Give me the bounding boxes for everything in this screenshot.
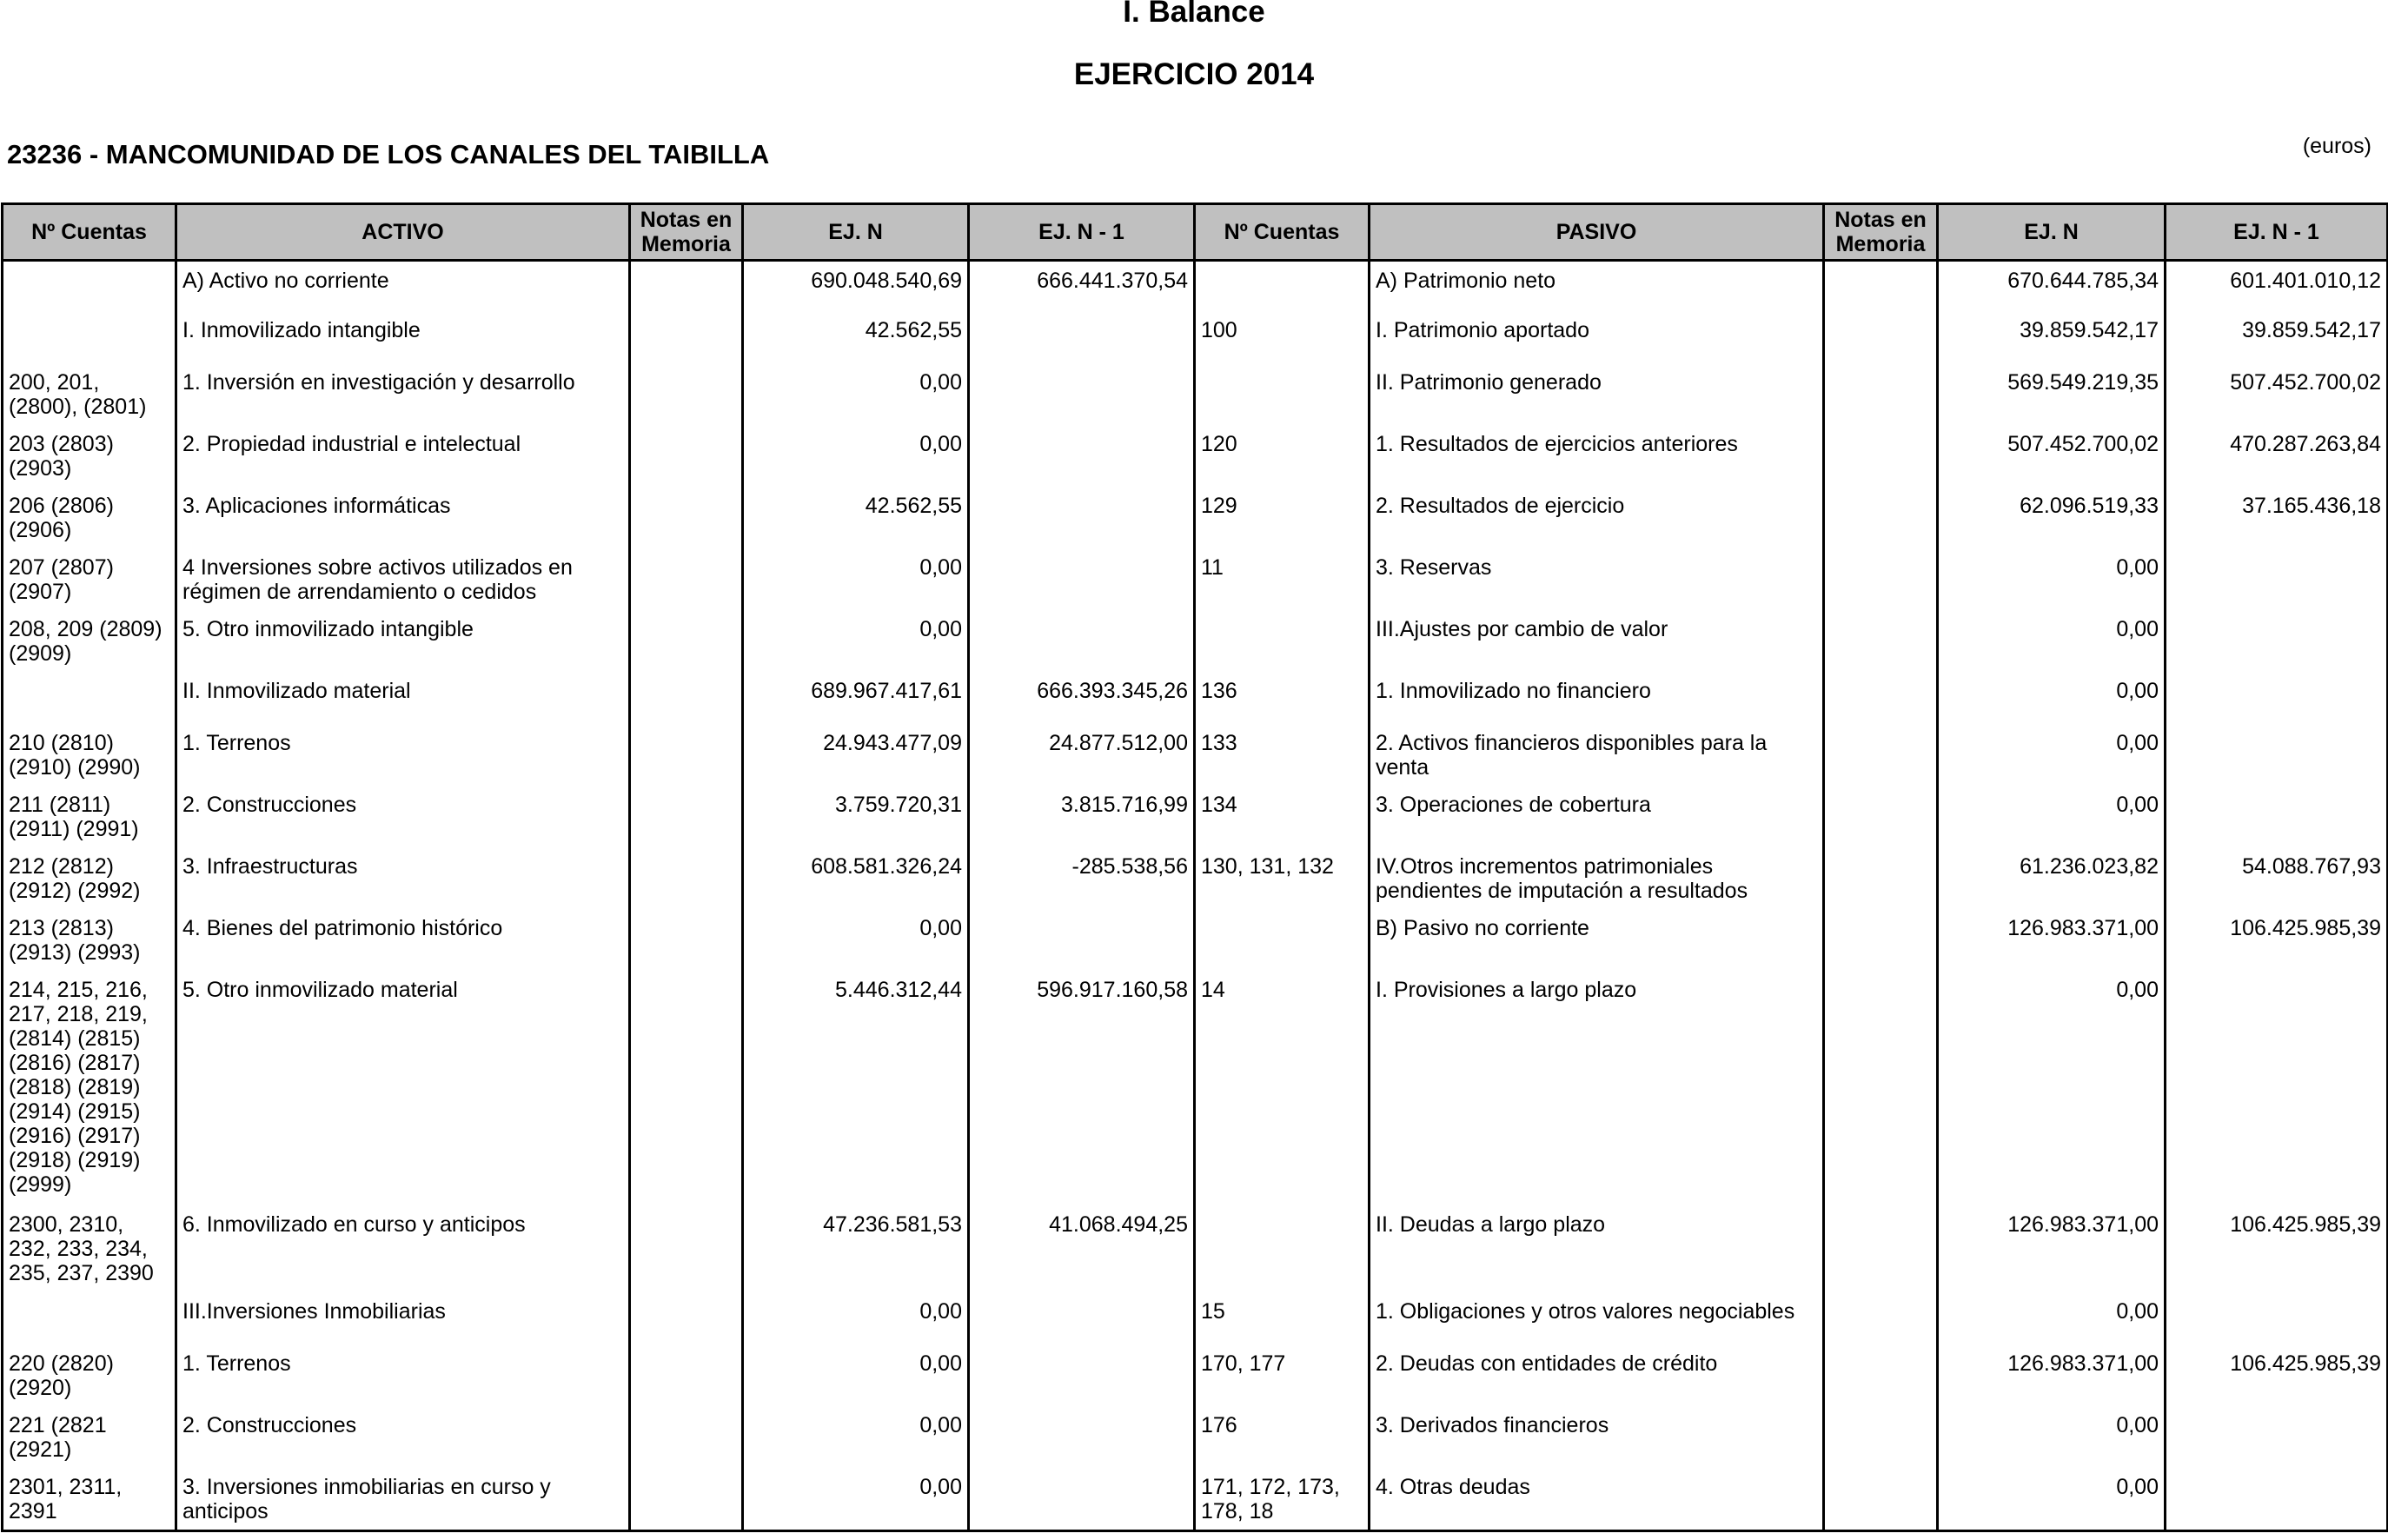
pasivo-notes-cell: [1824, 427, 1938, 488]
activo-notes-cell: [630, 261, 743, 313]
account-code-activo-cell: 221 (2821 (2921): [3, 1408, 176, 1470]
pasivo-ej-n-cell: 126.983.371,00: [1938, 1346, 2166, 1408]
pasivo-ej-n-cell: 0,00: [1938, 674, 2166, 726]
account-code-activo-cell: 211 (2811) (2911) (2991): [3, 787, 176, 849]
pasivo-label-cell: 2. Activos financieros disponibles para la venta: [1370, 726, 1824, 787]
account-code-activo-cell: 210 (2810) (2910) (2990): [3, 726, 176, 787]
table-row: [3, 674, 2388, 726]
activo-notes-cell: [630, 1470, 743, 1531]
pasivo-label-cell: 3. Derivados financieros: [1370, 1408, 1824, 1470]
pasivo-ej-n1-cell: 106.425.985,39: [2166, 911, 2388, 972]
activo-notes-cell: [630, 313, 743, 365]
pasivo-ej-n-cell: 0,00: [1938, 1470, 2166, 1531]
activo-ej-n-cell: 0,00: [743, 1470, 969, 1531]
account-code-activo-cell: [3, 1294, 176, 1346]
table-row: [3, 261, 2388, 313]
table-row: [3, 911, 2388, 972]
activo-notes-cell: [630, 1346, 743, 1408]
account-code-pasivo-cell: [1195, 612, 1370, 674]
account-code-pasivo-cell: 170, 177: [1195, 1346, 1370, 1408]
entity-name: 23236 - MANCOMUNIDAD DE LOS CANALES DEL TAIBILLA: [7, 139, 770, 169]
table-row: [3, 1408, 2388, 1470]
activo-ej-n1-cell: 24.877.512,00: [969, 726, 1195, 787]
table-row: [3, 488, 2388, 550]
table-row: [3, 787, 2388, 849]
activo-ej-n1-cell: [969, 365, 1195, 427]
pasivo-label-cell: 3. Reservas: [1370, 550, 1824, 612]
activo-notes-cell: [630, 1207, 743, 1294]
activo-ej-n-cell: 608.581.326,24: [743, 849, 969, 911]
activo-ej-n1-cell: 666.441.370,54: [969, 261, 1195, 313]
account-code-activo-cell: 214, 215, 216, 217, 218, 219, (2814) (2815) (2816) (2817) (2818) (2819) (2914) (2915) (2916) (2917) (2918) (2919) (2999): [3, 972, 176, 1207]
pasivo-label-cell: II. Patrimonio generado: [1370, 365, 1824, 427]
pasivo-label-cell: I. Provisiones a largo plazo: [1370, 972, 1824, 1207]
activo-ej-n-cell: 24.943.477,09: [743, 726, 969, 787]
activo-ej-n-cell: 690.048.540,69: [743, 261, 969, 313]
pasivo-ej-n1-cell: [2166, 972, 2388, 1207]
pasivo-ej-n-cell: 569.549.219,35: [1938, 365, 2166, 427]
account-code-pasivo-cell: [1195, 911, 1370, 972]
activo-label-cell: II. Inmovilizado material: [176, 674, 630, 726]
col-header-activo-ej-n: EJ. N: [743, 204, 969, 261]
table-row: [3, 1346, 2388, 1408]
pasivo-notes-cell: [1824, 365, 1938, 427]
pasivo-ej-n-cell: 126.983.371,00: [1938, 911, 2166, 972]
activo-ej-n-cell: 42.562,55: [743, 313, 969, 365]
activo-notes-cell: [630, 849, 743, 911]
col-header-pasivo-ej-n1: EJ. N - 1: [2166, 204, 2388, 261]
activo-label-cell: 4 Inversiones sobre activos utilizados en régimen de arrendamiento o cedidos: [176, 550, 630, 612]
pasivo-notes-cell: [1824, 1346, 1938, 1408]
activo-ej-n-cell: 0,00: [743, 1346, 969, 1408]
account-code-activo-cell: 200, 201, (2800), (2801): [3, 365, 176, 427]
activo-ej-n-cell: 42.562,55: [743, 488, 969, 550]
pasivo-ej-n1-cell: 470.287.263,84: [2166, 427, 2388, 488]
table-row: [3, 1207, 2388, 1294]
table-row: [3, 1294, 2388, 1346]
pasivo-notes-cell: [1824, 313, 1938, 365]
activo-ej-n1-cell: [969, 313, 1195, 365]
pasivo-ej-n1-cell: 507.452.700,02: [2166, 365, 2388, 427]
account-code-pasivo-cell: 129: [1195, 488, 1370, 550]
pasivo-ej-n-cell: 0,00: [1938, 1294, 2166, 1346]
table-row: [3, 427, 2388, 488]
balance-table: [1, 202, 2388, 1532]
col-header-pasivo-cuentas: Nº Cuentas: [1195, 204, 1370, 261]
activo-ej-n1-cell: [969, 1470, 1195, 1531]
account-code-pasivo-cell: 100: [1195, 313, 1370, 365]
activo-label-cell: 1. Terrenos: [176, 726, 630, 787]
activo-label-cell: 6. Inmovilizado en curso y anticipos: [176, 1207, 630, 1294]
pasivo-ej-n-cell: 0,00: [1938, 1408, 2166, 1470]
table-row: [3, 972, 2388, 1207]
table-row: [3, 365, 2388, 427]
pasivo-ej-n1-cell: [2166, 550, 2388, 612]
col-header-pasivo: PASIVO: [1370, 204, 1824, 261]
activo-label-cell: 3. Aplicaciones informáticas: [176, 488, 630, 550]
pasivo-notes-cell: [1824, 550, 1938, 612]
table-row: [3, 313, 2388, 365]
col-header-pasivo-notas: Notas en Memoria: [1824, 204, 1938, 261]
pasivo-notes-cell: [1824, 1207, 1938, 1294]
activo-label-cell: A) Activo no corriente: [176, 261, 630, 313]
activo-ej-n1-cell: [969, 911, 1195, 972]
activo-label-cell: 5. Otro inmovilizado material: [176, 972, 630, 1207]
activo-notes-cell: [630, 674, 743, 726]
pasivo-label-cell: IV.Otros incrementos patrimoniales pendientes de imputación a resultados: [1370, 849, 1824, 911]
pasivo-label-cell: 4. Otras deudas: [1370, 1470, 1824, 1531]
pasivo-label-cell: III.Ajustes por cambio de valor: [1370, 612, 1824, 674]
activo-notes-cell: [630, 365, 743, 427]
table-row: [3, 849, 2388, 911]
account-code-pasivo-cell: 176: [1195, 1408, 1370, 1470]
activo-ej-n1-cell: 666.393.345,26: [969, 674, 1195, 726]
activo-ej-n1-cell: 3.815.716,99: [969, 787, 1195, 849]
pasivo-notes-cell: [1824, 674, 1938, 726]
activo-ej-n1-cell: [969, 612, 1195, 674]
activo-ej-n1-cell: [969, 488, 1195, 550]
activo-ej-n1-cell: [969, 1346, 1195, 1408]
activo-ej-n1-cell: [969, 550, 1195, 612]
activo-label-cell: 5. Otro inmovilizado intangible: [176, 612, 630, 674]
activo-ej-n1-cell: 41.068.494,25: [969, 1207, 1195, 1294]
pasivo-label-cell: B) Pasivo no corriente: [1370, 911, 1824, 972]
col-header-activo-notas: Notas en Memoria: [630, 204, 743, 261]
pasivo-ej-n1-cell: [2166, 674, 2388, 726]
activo-label-cell: 1. Terrenos: [176, 1346, 630, 1408]
account-code-activo-cell: [3, 313, 176, 365]
pasivo-ej-n-cell: 39.859.542,17: [1938, 313, 2166, 365]
activo-ej-n-cell: 0,00: [743, 1408, 969, 1470]
activo-ej-n-cell: 0,00: [743, 1294, 969, 1346]
col-header-activo: ACTIVO: [176, 204, 630, 261]
pasivo-notes-cell: [1824, 911, 1938, 972]
account-code-pasivo-cell: 130, 131, 132: [1195, 849, 1370, 911]
pasivo-label-cell: 2. Deudas con entidades de crédito: [1370, 1346, 1824, 1408]
pasivo-notes-cell: [1824, 787, 1938, 849]
activo-label-cell: III.Inversiones Inmobiliarias: [176, 1294, 630, 1346]
activo-notes-cell: [630, 612, 743, 674]
account-code-activo-cell: 207 (2807) (2907): [3, 550, 176, 612]
account-code-activo-cell: 2300, 2310, 232, 233, 234, 235, 237, 2390: [3, 1207, 176, 1294]
table-row: [3, 1470, 2388, 1531]
table-header-row: [3, 204, 2388, 261]
activo-notes-cell: [630, 1408, 743, 1470]
col-header-activo-cuentas: Nº Cuentas: [3, 204, 176, 261]
pasivo-ej-n1-cell: [2166, 787, 2388, 849]
pasivo-label-cell: A) Patrimonio neto: [1370, 261, 1824, 313]
activo-ej-n-cell: 689.967.417,61: [743, 674, 969, 726]
account-code-pasivo-cell: [1195, 365, 1370, 427]
currency-note: (euros): [2302, 134, 2371, 158]
activo-label-cell: 3. Infraestructuras: [176, 849, 630, 911]
pasivo-label-cell: 2. Resultados de ejercicio: [1370, 488, 1824, 550]
activo-notes-cell: [630, 787, 743, 849]
pasivo-ej-n-cell: 0,00: [1938, 726, 2166, 787]
account-code-activo-cell: [3, 261, 176, 313]
pasivo-ej-n-cell: 62.096.519,33: [1938, 488, 2166, 550]
activo-notes-cell: [630, 427, 743, 488]
pasivo-notes-cell: [1824, 488, 1938, 550]
account-code-pasivo-cell: 120: [1195, 427, 1370, 488]
activo-ej-n-cell: 47.236.581,53: [743, 1207, 969, 1294]
activo-ej-n1-cell: -285.538,56: [969, 849, 1195, 911]
activo-ej-n1-cell: [969, 1294, 1195, 1346]
pasivo-notes-cell: [1824, 1408, 1938, 1470]
pasivo-label-cell: 1. Resultados de ejercicios anteriores: [1370, 427, 1824, 488]
account-code-pasivo-cell: [1195, 1207, 1370, 1294]
pasivo-ej-n1-cell: [2166, 1294, 2388, 1346]
pasivo-ej-n1-cell: 106.425.985,39: [2166, 1207, 2388, 1294]
activo-label-cell: 1. Inversión en investigación y desarrollo: [176, 365, 630, 427]
fiscal-year-title: EJERCICIO 2014: [1073, 57, 1315, 91]
activo-ej-n-cell: 0,00: [743, 612, 969, 674]
pasivo-ej-n1-cell: [2166, 726, 2388, 787]
account-code-pasivo-cell: 15: [1195, 1294, 1370, 1346]
pasivo-ej-n-cell: 670.644.785,34: [1938, 261, 2166, 313]
account-code-activo-cell: 2301, 2311, 2391: [3, 1470, 176, 1531]
col-header-activo-ej-n1: EJ. N - 1: [969, 204, 1195, 261]
pasivo-notes-cell: [1824, 261, 1938, 313]
pasivo-notes-cell: [1824, 972, 1938, 1207]
account-code-activo-cell: 203 (2803) (2903): [3, 427, 176, 488]
pasivo-ej-n1-cell: 54.088.767,93: [2166, 849, 2388, 911]
pasivo-ej-n-cell: 61.236.023,82: [1938, 849, 2166, 911]
activo-ej-n-cell: 0,00: [743, 427, 969, 488]
activo-notes-cell: [630, 1294, 743, 1346]
account-code-activo-cell: 206 (2806) (2906): [3, 488, 176, 550]
account-code-activo-cell: 220 (2820) (2920): [3, 1346, 176, 1408]
table-row: [3, 612, 2388, 674]
pasivo-ej-n-cell: 126.983.371,00: [1938, 1207, 2166, 1294]
activo-label-cell: I. Inmovilizado intangible: [176, 313, 630, 365]
account-code-activo-cell: 208, 209 (2809) (2909): [3, 612, 176, 674]
activo-label-cell: 4. Bienes del patrimonio histórico: [176, 911, 630, 972]
pasivo-ej-n1-cell: 37.165.436,18: [2166, 488, 2388, 550]
pasivo-ej-n1-cell: [2166, 1408, 2388, 1470]
account-code-activo-cell: 212 (2812) (2912) (2992): [3, 849, 176, 911]
pasivo-notes-cell: [1824, 726, 1938, 787]
pasivo-ej-n1-cell: 601.401.010,12: [2166, 261, 2388, 313]
account-code-pasivo-cell: 133: [1195, 726, 1370, 787]
account-code-pasivo-cell: 14: [1195, 972, 1370, 1207]
activo-ej-n-cell: 0,00: [743, 365, 969, 427]
pasivo-label-cell: I. Patrimonio aportado: [1370, 313, 1824, 365]
activo-notes-cell: [630, 726, 743, 787]
pasivo-ej-n1-cell: [2166, 612, 2388, 674]
pasivo-label-cell: 1. Obligaciones y otros valores negociables: [1370, 1294, 1824, 1346]
col-header-pasivo-ej-n: EJ. N: [1938, 204, 2166, 261]
pasivo-label-cell: II. Deudas a largo plazo: [1370, 1207, 1824, 1294]
pasivo-ej-n-cell: 0,00: [1938, 550, 2166, 612]
activo-ej-n-cell: 3.759.720,31: [743, 787, 969, 849]
activo-notes-cell: [630, 972, 743, 1207]
pasivo-ej-n1-cell: 106.425.985,39: [2166, 1346, 2388, 1408]
pasivo-ej-n-cell: 0,00: [1938, 972, 2166, 1207]
account-code-activo-cell: [3, 674, 176, 726]
activo-label-cell: 2. Propiedad industrial e intelectual: [176, 427, 630, 488]
table-row: [3, 726, 2388, 787]
activo-ej-n1-cell: 596.917.160,58: [969, 972, 1195, 1207]
pasivo-notes-cell: [1824, 1470, 1938, 1531]
account-code-pasivo-cell: 11: [1195, 550, 1370, 612]
pasivo-notes-cell: [1824, 1294, 1938, 1346]
pasivo-label-cell: 1. Inmovilizado no financiero: [1370, 674, 1824, 726]
activo-notes-cell: [630, 911, 743, 972]
pasivo-ej-n-cell: 0,00: [1938, 612, 2166, 674]
activo-label-cell: 3. Inversiones inmobiliarias en curso y anticipos: [176, 1470, 630, 1531]
activo-ej-n-cell: 5.446.312,44: [743, 972, 969, 1207]
pasivo-ej-n-cell: 507.452.700,02: [1938, 427, 2166, 488]
account-code-activo-cell: 213 (2813) (2913) (2993): [3, 911, 176, 972]
activo-ej-n-cell: 0,00: [743, 550, 969, 612]
report-title: I. Balance: [1123, 0, 1265, 29]
activo-label-cell: 2. Construcciones: [176, 1408, 630, 1470]
account-code-pasivo-cell: 136: [1195, 674, 1370, 726]
account-code-pasivo-cell: 171, 172, 173, 178, 18: [1195, 1470, 1370, 1531]
account-code-pasivo-cell: 134: [1195, 787, 1370, 849]
activo-ej-n1-cell: [969, 1408, 1195, 1470]
pasivo-notes-cell: [1824, 849, 1938, 911]
activo-notes-cell: [630, 550, 743, 612]
pasivo-ej-n-cell: 0,00: [1938, 787, 2166, 849]
activo-ej-n-cell: 0,00: [743, 911, 969, 972]
pasivo-ej-n1-cell: 39.859.542,17: [2166, 313, 2388, 365]
pasivo-notes-cell: [1824, 612, 1938, 674]
activo-ej-n1-cell: [969, 427, 1195, 488]
table-row: [3, 550, 2388, 612]
activo-notes-cell: [630, 488, 743, 550]
account-code-pasivo-cell: [1195, 261, 1370, 313]
activo-label-cell: 2. Construcciones: [176, 787, 630, 849]
pasivo-ej-n1-cell: [2166, 1470, 2388, 1531]
pasivo-label-cell: 3. Operaciones de cobertura: [1370, 787, 1824, 849]
